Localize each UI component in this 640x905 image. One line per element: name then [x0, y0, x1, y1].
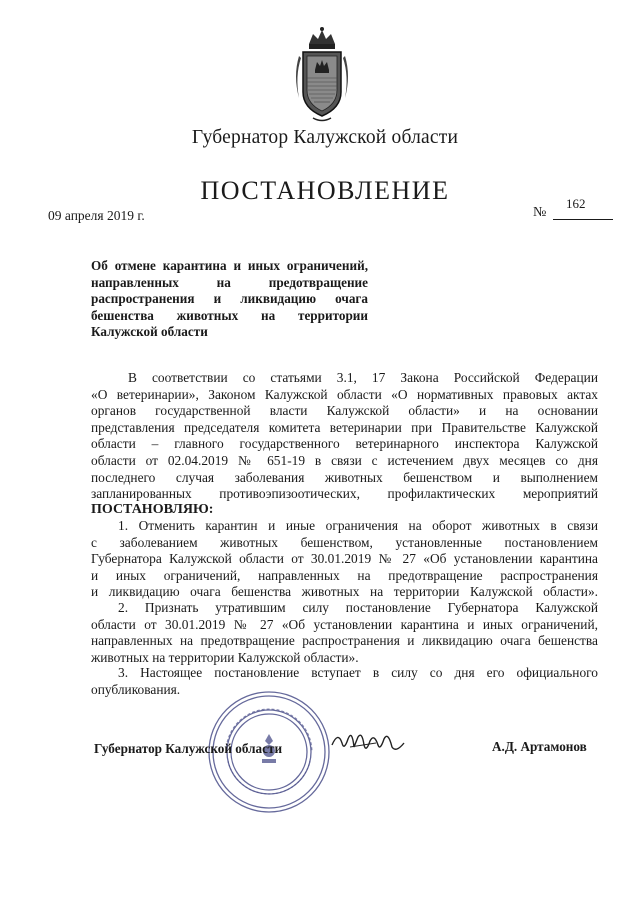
- document-subject: [91, 258, 368, 341]
- preamble-line: В соответствии со статьями 3.1, 17 Закона Российской Федерации: [128, 370, 598, 385]
- signer-role: Губернатор Калужской области: [94, 741, 283, 756]
- item-1-line: и ликвидацию очага бешенства животных на территории Калужской области».: [91, 584, 598, 600]
- preamble-line: представления председателя комитета ветеринарии при Правительстве Калужской: [91, 419, 598, 435]
- subject-line: Калужской области: [91, 324, 208, 340]
- subject-line: бешенства животных на территории: [91, 307, 368, 323]
- preamble-line: последнего случая заболевания животных бешенством и выполнением: [91, 469, 598, 485]
- item-2-paragraph: [91, 600, 598, 666]
- item-2-line: 2. Признать утратившим силу постановление Губернатора Калужской: [118, 600, 598, 615]
- item-2-line: области от 30.01.2019 № 27 «Об установлении карантина и иных ограничений,: [91, 616, 598, 632]
- authority-title: Губернатор Калужской области: [191, 127, 459, 148]
- signer-name: А.Д. Артамонов: [492, 739, 587, 754]
- subject-line: Об отмене карантина и иных ограничений,: [91, 258, 368, 273]
- document-type-heading: ПОСТАНОВЛЕНИЕ: [200, 176, 450, 205]
- item-3-line: опубликования.: [91, 681, 181, 697]
- document-number-label: №: [533, 205, 547, 220]
- subject-line: направленных на предотвращение: [91, 274, 368, 290]
- preamble-line: области от 02.04.2019 № 651-19 в связи с истечением двух месяцев со дня: [91, 452, 598, 468]
- item-1-line: 1. Отменить карантин и иные ограничения на оборот животных в связи: [118, 518, 598, 533]
- item-2-line: направленных на предотвращение распространения и ликвидацию очага бешенства: [91, 633, 598, 649]
- item-1-paragraph: [91, 518, 598, 601]
- document-number-value: 162: [566, 196, 586, 211]
- preamble-paragraph: [91, 370, 598, 503]
- resolve-word: ПОСТАНОВЛЯЮ:: [91, 502, 214, 517]
- item-2-line: животных на территории Калужской области».: [91, 649, 359, 665]
- document-date: 09 апреля 2019 г.: [48, 208, 145, 223]
- preamble-line: «О ветеринарии», Законом Калужской области «О нормативных правовых актах: [91, 386, 598, 402]
- item-1-line: с заболеванием животных бешенством, установленные постановлением: [91, 534, 598, 550]
- handwritten-signature: [330, 725, 406, 759]
- document-number-underline: [553, 219, 613, 220]
- item-1-line: Губернатора Калужской области от 30.01.2019 № 27 «Об установлении карантина: [91, 551, 598, 567]
- preamble-line: запланированных противоэпизоотических, профилактических мероприятий: [91, 486, 598, 502]
- preamble-line: области – главного государственного ветеринарного инспектора Калужской: [91, 436, 598, 452]
- subject-line: распространения и ликвидацию очага: [91, 291, 368, 307]
- coat-of-arms-emblem: [291, 26, 353, 124]
- item-3-paragraph: [91, 665, 598, 698]
- preamble-line: органов государственной власти Калужской области» и на основании: [91, 403, 598, 419]
- item-1-line: и иных ограничений, направленных на предотвращение распространения: [91, 567, 598, 583]
- item-3-line: 3. Настоящее постановление вступает в силу со дня его официального: [118, 665, 598, 680]
